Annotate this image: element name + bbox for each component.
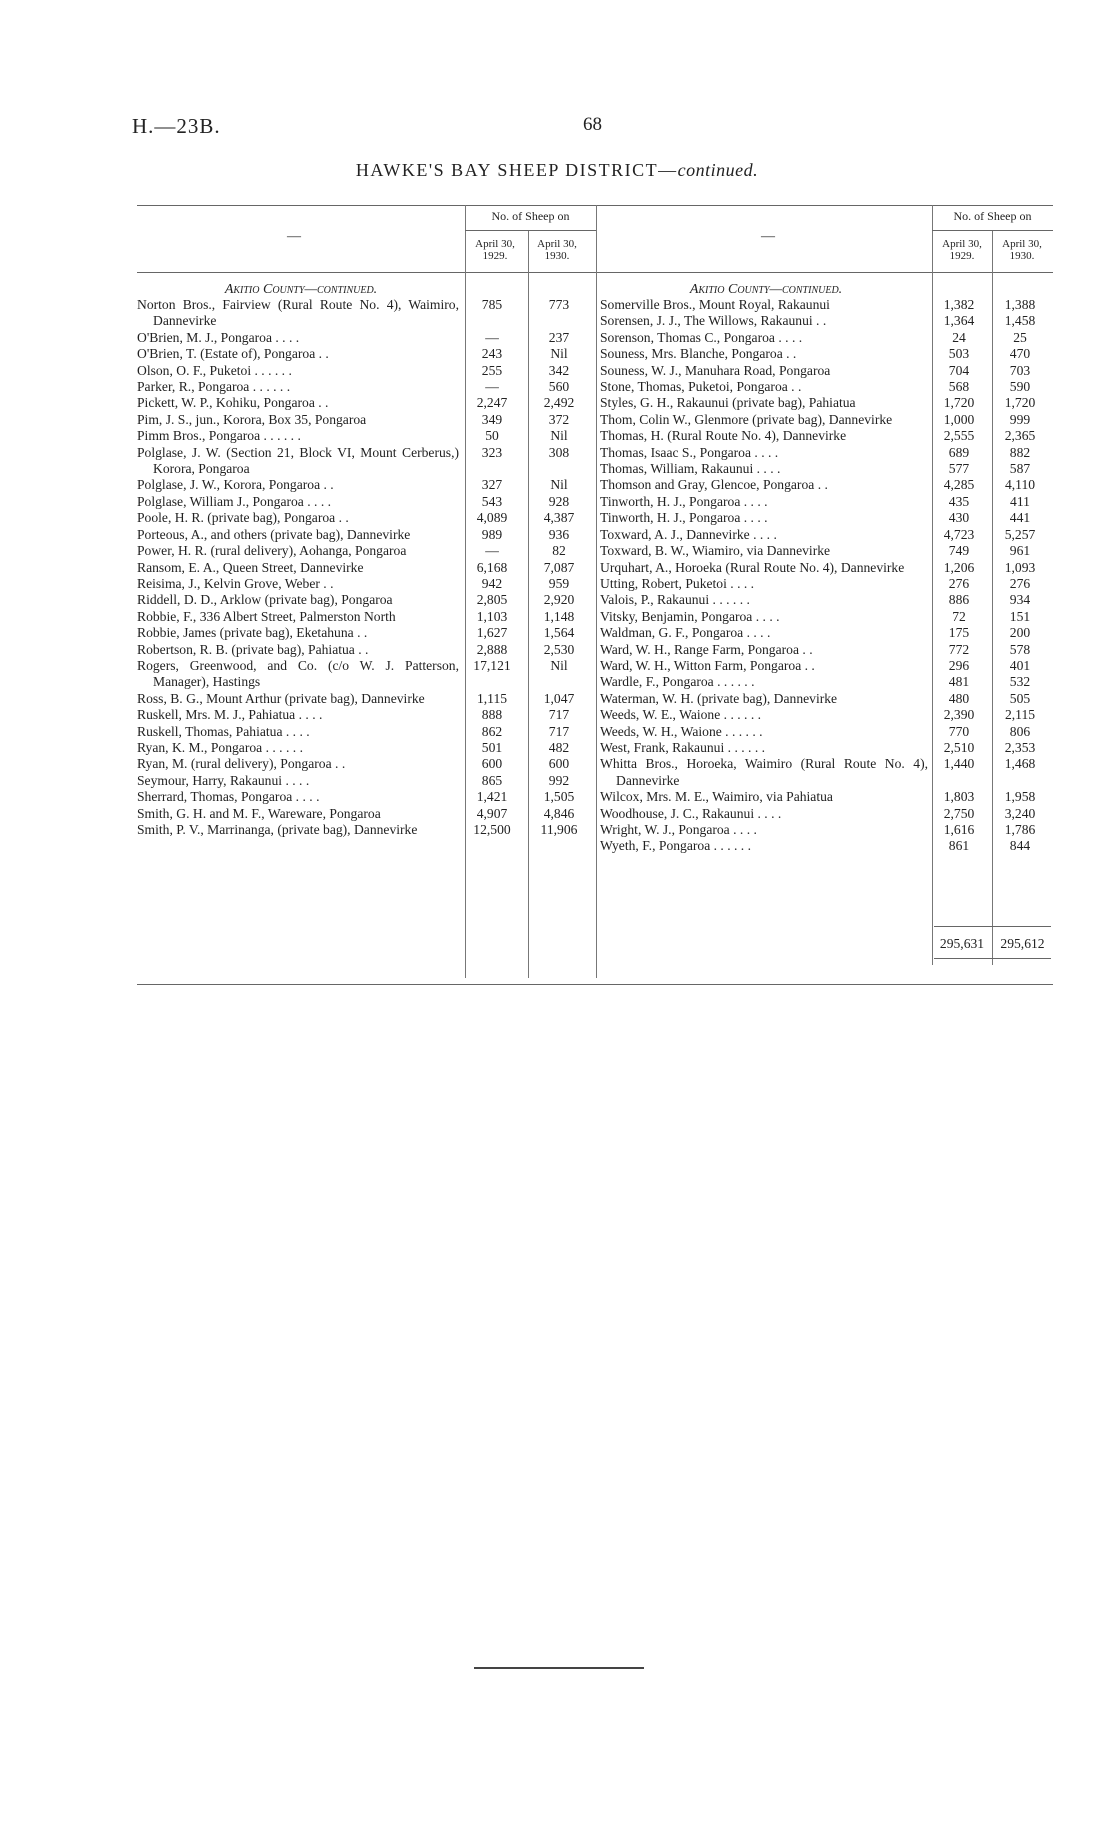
holder-name: Power, H. R. (rural delivery), Aohanga, Pongaroa	[137, 543, 407, 559]
table-row	[137, 658, 596, 691]
sheep-1930: 401	[1009, 657, 1031, 673]
sheep-1930: 1,720	[1004, 395, 1036, 411]
holder-name: Wilcox, Mrs. M. E., Waimiro, via Pahiatua	[600, 789, 833, 805]
table-row	[600, 707, 1053, 723]
sheep-1929: 430	[948, 510, 970, 526]
table-row	[600, 838, 1053, 854]
sheep-1930: 11,906	[540, 822, 578, 837]
sheep-1930: 1,958	[1004, 789, 1036, 805]
table-row	[137, 789, 596, 805]
sheep-1929: 501	[481, 739, 503, 755]
table-row	[600, 691, 1053, 707]
sheep-1930: 2,353	[1004, 739, 1036, 755]
sheep-1929: 2,510	[943, 739, 975, 755]
holder-name: Rogers, Greenwood, and Co. (c/o W. J. Patterson, Manager), Hastings	[137, 657, 459, 690]
table-row	[137, 395, 596, 411]
sheep-1930: 844	[1009, 838, 1031, 854]
sheep-1930: 82	[552, 543, 566, 559]
table-row	[600, 658, 1053, 674]
holder-name: Sorenson, Thomas C., Pongaroa . . . .	[600, 329, 803, 345]
table-row	[137, 707, 596, 723]
sheep-1929: 1,000	[943, 411, 975, 427]
table-row	[600, 789, 1053, 805]
holder-name: Souness, Mrs. Blanche, Pongaroa . .	[600, 346, 797, 362]
holder-name: Pickett, W. P., Kohiku, Pongaroa . .	[137, 395, 329, 411]
sheep-1930: 372	[548, 411, 570, 427]
table-row	[137, 740, 596, 756]
sheep-1929: 772	[948, 641, 970, 657]
sheep-1930: 505	[1009, 690, 1031, 706]
sheep-1930: Nil	[550, 477, 568, 493]
sheep-1929: 50	[485, 428, 499, 444]
sheep-1929: 175	[948, 625, 970, 641]
sheep-1929: 865	[481, 772, 503, 788]
sheep-1929: 2,247	[476, 395, 508, 411]
holder-name: Thomas, Isaac S., Pongaroa . . . .	[600, 444, 779, 460]
sheep-1929: 989	[481, 526, 503, 542]
holder-name: Tinworth, H. J., Pongaroa . . . .	[600, 493, 768, 509]
holder-name: Valois, P., Rakaunui . . . . . .	[600, 592, 750, 608]
holder-name: Vitsky, Benjamin, Pongaroa . . . .	[600, 608, 780, 624]
table-row	[600, 806, 1053, 822]
holder-name: Smith, G. H. and M. F., Wareware, Pongaroa	[137, 805, 381, 821]
holder-name: Waterman, W. H. (private bag), Dannevirke	[600, 690, 838, 706]
table-row	[600, 428, 1053, 444]
table-row	[600, 674, 1053, 690]
sheep-1930: 578	[1009, 641, 1031, 657]
sheep-1930: 959	[548, 575, 570, 591]
sheep-1929: 4,089	[476, 510, 508, 526]
table-row	[600, 740, 1053, 756]
title-main: HAWKE'S BAY SHEEP DISTRICT—	[355, 160, 678, 180]
sheep-1930: 411	[1010, 493, 1030, 509]
holder-name: Souness, W. J., Manuhara Road, Pongaroa	[600, 362, 831, 378]
holder-name: Poole, H. R. (private bag), Pongaroa . .	[137, 510, 349, 526]
sheep-1930: Nil	[550, 346, 568, 362]
holder-name: Parker, R., Pongaroa . . . . . .	[137, 379, 291, 395]
sheep-1930: 999	[1009, 411, 1031, 427]
sheep-1929: 255	[481, 362, 503, 378]
holder-name: Whitta Bros., Horoeka, Waimiro (Rural Route No. 4), Dannevirke	[600, 756, 928, 788]
right-subhead-rule	[932, 230, 1053, 231]
holder-name: Ryan, M. (rural delivery), Pongaroa . .	[137, 756, 346, 772]
table-row	[137, 363, 596, 379]
sheep-1929: 12,500	[473, 822, 511, 837]
holder-name: Waldman, G. F., Pongaroa . . . .	[600, 625, 771, 641]
sheep-1930: 717	[548, 707, 570, 723]
table-row	[600, 346, 1053, 362]
sheep-1930: 560	[548, 379, 570, 395]
sheep-1930: 2,920	[543, 592, 575, 608]
table-row	[137, 527, 596, 543]
sheep-1930: 600	[548, 756, 570, 772]
left-col-1930-header: April 30, 1930.	[537, 238, 577, 262]
sheep-1930: 1,093	[1004, 559, 1036, 575]
sheep-1930: 151	[1009, 608, 1031, 624]
table-row	[137, 691, 596, 707]
table-row	[600, 609, 1053, 625]
sheep-1929: 1,616	[943, 822, 975, 837]
page-title	[0, 160, 1114, 181]
holder-name: Stone, Thomas, Puketoi, Pongaroa . .	[600, 379, 802, 395]
sheep-1929: 327	[481, 477, 503, 493]
totals-bottom-rule	[934, 958, 1051, 959]
holder-name: Sorensen, J. J., The Willows, Rakaunui . .	[600, 313, 827, 329]
sheep-1929: 1,103	[476, 608, 508, 624]
holder-name: Pimm Bros., Pongaroa . . . . . .	[137, 428, 301, 444]
sheep-1929: 480	[948, 690, 970, 706]
left-table-body	[137, 297, 596, 838]
sheep-1929: 2,555	[943, 428, 975, 444]
sheep-1930: Nil	[550, 428, 568, 444]
table-row	[137, 560, 596, 576]
holder-name: Robertson, R. B. (private bag), Pahiatua . .	[137, 641, 369, 657]
sheep-1930: 200	[1009, 625, 1031, 641]
holder-name: Ruskell, Mrs. M. J., Pahiatua . . . .	[137, 707, 323, 723]
sheep-1929: 577	[948, 461, 970, 477]
holder-name: Norton Bros., Fairview (Rural Route No. 4), Waimiro, Dannevirke	[137, 297, 459, 329]
holder-name: Weeds, W. H., Waione . . . . . .	[600, 723, 763, 739]
right-group-header: No. of Sheep on	[953, 209, 1032, 223]
sheep-1929: 1,364	[943, 313, 975, 329]
sheep-1930: 934	[1009, 592, 1031, 608]
sheep-1930: 4,110	[1004, 477, 1036, 493]
table-row	[600, 313, 1053, 329]
right-col-1929-header: April 30, 1929.	[942, 238, 982, 262]
sheep-1929: 1,382	[943, 297, 975, 312]
sheep-1930: 1,786	[1004, 822, 1036, 837]
left-col-1929-header: April 30, 1929.	[475, 238, 515, 262]
holder-name: Ryan, K. M., Pongaroa . . . . . .	[137, 739, 303, 755]
holder-name: O'Brien, M. J., Pongaroa . . . .	[137, 329, 300, 345]
holder-name: West, Frank, Rakaunui . . . . . .	[600, 739, 766, 755]
holder-name: Smith, P. V., Marrinanga, (private bag), Dannevirke	[137, 822, 418, 837]
sheep-1929: 2,888	[476, 641, 508, 657]
table-row	[137, 822, 596, 838]
left-subhead-rule	[465, 230, 596, 231]
sheep-1930: 773	[548, 297, 570, 312]
table-row	[137, 543, 596, 559]
table-row	[137, 297, 596, 330]
sheep-1930: 25	[1013, 329, 1027, 345]
sheep-1930: 5,257	[1004, 526, 1036, 542]
table-row	[600, 527, 1053, 543]
left-group-header: No. of Sheep on	[491, 209, 570, 223]
sheep-1929: 568	[948, 379, 970, 395]
holder-name: Polglase, J. W., Korora, Pongaroa . .	[137, 477, 334, 493]
table-row	[600, 445, 1053, 461]
sheep-1930: 717	[548, 723, 570, 739]
table-row	[137, 330, 596, 346]
table-row	[137, 806, 596, 822]
sheep-1929: 323	[481, 444, 503, 460]
sheep-1930: 7,087	[543, 559, 575, 575]
sheep-1929: 785	[481, 297, 503, 312]
sheep-1929: 942	[481, 575, 503, 591]
table-row	[600, 379, 1053, 395]
sheep-1930: 1,148	[543, 608, 575, 624]
table-row	[137, 724, 596, 740]
table-row	[600, 625, 1053, 641]
sheep-1929: 72	[952, 608, 966, 624]
sheep-1929: 543	[481, 493, 503, 509]
holder-name: Thomson and Gray, Glencoe, Pongaroa . .	[600, 477, 828, 493]
sheep-1930: 1,564	[543, 625, 575, 641]
table-row	[137, 642, 596, 658]
right-table-body	[600, 297, 1053, 855]
sheep-1929: 1,115	[476, 690, 508, 706]
table-row	[137, 346, 596, 362]
sheep-1929: 17,121	[473, 657, 511, 673]
sheep-1929: 1,440	[943, 756, 975, 772]
sheep-1929: 704	[948, 362, 970, 378]
table-row	[137, 477, 596, 493]
sheep-1930: 441	[1009, 510, 1031, 526]
table-row	[600, 560, 1053, 576]
sheep-1929: 888	[481, 707, 503, 723]
sheep-1929: 749	[948, 543, 970, 559]
holder-name: Polglase, J. W. (Section 21, Block VI, Mount Cerberus,) Korora, Pongaroa	[137, 444, 459, 477]
holder-name: Porteous, A., and others (private bag), Dannevirke	[137, 526, 411, 542]
holder-name: Thomas, William, Rakaunui . . . .	[600, 461, 781, 477]
sheep-1929: 2,750	[943, 805, 975, 821]
sheep-1929: 503	[948, 346, 970, 362]
title-continued: continued.	[677, 160, 759, 180]
table-row	[137, 379, 596, 395]
sheep-1929: 4,907	[476, 805, 508, 821]
holder-name: Sherrard, Thomas, Pongaroa . . . .	[137, 789, 320, 805]
sheep-1929: 861	[948, 838, 970, 854]
page-number: 68	[583, 114, 602, 135]
table-row	[137, 592, 596, 608]
table-row	[600, 477, 1053, 493]
holder-name: Weeds, W. E., Waione . . . . . .	[600, 707, 762, 723]
holder-name: Styles, G. H., Rakaunui (private bag), Pahiatua	[600, 395, 856, 411]
sheep-1929: 2,805	[476, 592, 508, 608]
sheep-1929: 6,168	[476, 559, 508, 575]
table-row	[600, 724, 1053, 740]
sheep-1930: 992	[548, 772, 570, 788]
left-county-heading: Akitio County—continued.	[224, 282, 378, 297]
sheep-1930: 4,387	[543, 510, 575, 526]
sheep-1930: 237	[548, 329, 570, 345]
table-row	[137, 494, 596, 510]
holder-name: Wyeth, F., Pongaroa . . . . . .	[600, 838, 752, 854]
sheep-1930: 2,115	[1004, 707, 1036, 723]
sheep-1930: 1,388	[1004, 297, 1036, 312]
holder-name: Wardle, F., Pongaroa . . . . . .	[600, 674, 755, 690]
holder-name: Riddell, D. D., Arklow (private bag), Pongaroa	[137, 592, 393, 608]
table-row	[137, 773, 596, 789]
total-1930: 295,612	[1000, 936, 1045, 951]
holder-name: Urquhart, A., Horoeka (Rural Route No. 4), Dannevirke	[600, 559, 905, 575]
sheep-1929: 770	[948, 723, 970, 739]
sheep-1930: 936	[548, 526, 570, 542]
sheep-1929: —	[485, 329, 499, 345]
sheep-1929: —	[485, 543, 499, 559]
holder-name: Robbie, F., 336 Albert Street, Palmerston North	[137, 608, 396, 624]
holder-name: Robbie, James (private bag), Eketahuna . .	[137, 625, 368, 641]
table-row	[137, 428, 596, 444]
sheep-1930: 4,846	[543, 805, 575, 821]
sheep-1929: 4,285	[943, 477, 975, 493]
table-row	[600, 494, 1053, 510]
sheep-1929: 435	[948, 493, 970, 509]
left-name-column-header: —	[287, 229, 301, 244]
holder-name: Ross, B. G., Mount Arthur (private bag), Dannevirke	[137, 690, 425, 706]
sheep-1930: 1,505	[543, 789, 575, 805]
table-row	[600, 297, 1053, 313]
holder-name: Woodhouse, J. C., Rakaunui . . . .	[600, 805, 782, 821]
table-row	[600, 330, 1053, 346]
sheep-1929: 24	[952, 329, 966, 345]
table-row	[600, 576, 1053, 592]
sheep-1929: 349	[481, 411, 503, 427]
holder-name: Wright, W. J., Pongaroa . . . .	[600, 822, 757, 837]
table-row	[137, 576, 596, 592]
totals-top-rule	[934, 926, 1051, 927]
right-col-1930-header: April 30, 1930.	[1002, 238, 1042, 262]
table-row	[137, 445, 596, 478]
sheep-1930: 532	[1009, 674, 1031, 690]
table-row	[600, 642, 1053, 658]
sheep-1929: 600	[481, 756, 503, 772]
document-reference: H.—23B.	[132, 114, 221, 138]
sheep-1930: 928	[548, 493, 570, 509]
table-row	[137, 756, 596, 772]
sheep-1930: Nil	[550, 657, 568, 673]
holder-name: Polglase, William J., Pongaroa . . . .	[137, 493, 332, 509]
sheep-1929: 1,206	[943, 559, 975, 575]
table-row	[137, 412, 596, 428]
sheep-1930: 587	[1009, 461, 1031, 477]
sheep-1929: 1,803	[943, 789, 975, 805]
sheep-1929: 2,390	[943, 707, 975, 723]
sheep-1930: 806	[1009, 723, 1031, 739]
table-row	[600, 412, 1053, 428]
sheep-1929: 1,720	[943, 395, 975, 411]
holder-name: Olson, O. F., Puketoi . . . . . .	[137, 362, 292, 378]
total-1929: 295,631	[939, 936, 985, 951]
holder-name: Ward, W. H., Witton Farm, Pongaroa . .	[600, 657, 815, 673]
table-row	[600, 822, 1053, 838]
header-bottom-rule	[137, 272, 1053, 273]
sheep-1929: 862	[481, 723, 503, 739]
table-top-rule	[137, 205, 1053, 206]
holder-name: Somerville Bros., Mount Royal, Rakaunui	[600, 297, 830, 312]
sheep-1929: 296	[948, 657, 970, 673]
right-name-column-header: —	[761, 229, 775, 244]
table-row	[600, 510, 1053, 526]
sheep-1929: 689	[948, 444, 970, 460]
holder-name: O'Brien, T. (Estate of), Pongaroa . .	[137, 346, 329, 362]
holder-name: Tinworth, H. J., Pongaroa . . . .	[600, 510, 768, 526]
sheep-1929: 481	[948, 674, 970, 690]
table-row	[600, 395, 1053, 411]
holder-name: Ward, W. H., Range Farm, Pongaroa . .	[600, 641, 813, 657]
table-row	[600, 592, 1053, 608]
sheep-1930: 1,468	[1004, 756, 1036, 772]
sheep-1930: 482	[548, 739, 570, 755]
table-bottom-rule	[137, 984, 1053, 985]
end-rule	[474, 1667, 644, 1669]
sheep-1929: 243	[481, 346, 503, 362]
holder-name: Ruskell, Thomas, Pahiatua . . . .	[137, 723, 310, 739]
holder-name: Thomas, H. (Rural Route No. 4), Dannevirke	[600, 428, 847, 444]
sheep-1929: 886	[948, 592, 970, 608]
sheep-1929: —	[485, 379, 499, 395]
table-row	[137, 609, 596, 625]
sheep-1930: 961	[1009, 543, 1031, 559]
sheep-1930: 590	[1009, 379, 1031, 395]
table-row	[137, 625, 596, 641]
panel-divider	[596, 205, 597, 978]
holder-name: Utting, Robert, Puketoi . . . .	[600, 575, 755, 591]
table-row	[137, 510, 596, 526]
table-row	[600, 543, 1053, 559]
sheep-1930: 3,240	[1004, 805, 1036, 821]
sheep-1930: 1,047	[543, 690, 575, 706]
holder-name: Pim, J. S., jun., Korora, Box 35, Pongaroa	[137, 411, 367, 427]
sheep-1929: 1,421	[476, 789, 508, 805]
holder-name: Ransom, E. A., Queen Street, Dannevirke	[137, 559, 364, 575]
sheep-1930: 342	[548, 362, 570, 378]
holder-name: Toxward, B. W., Wiamiro, via Dannevirke	[600, 543, 831, 559]
table-row	[600, 461, 1053, 477]
table-row	[600, 363, 1053, 379]
sheep-1929: 4,723	[943, 526, 975, 542]
holder-name: Thom, Colin W., Glenmore (private bag), Dannevirke	[600, 411, 893, 427]
right-county-heading: Akitio County—continued.	[689, 282, 843, 297]
sheep-1930: 276	[1009, 575, 1031, 591]
sheep-1930: 2,492	[543, 395, 575, 411]
table-row	[600, 756, 1053, 789]
sheep-1929: 276	[948, 575, 970, 591]
holder-name: Seymour, Harry, Rakaunui . . . .	[137, 772, 310, 788]
sheep-1930: 703	[1009, 362, 1031, 378]
sheep-1929: 1,627	[476, 625, 508, 641]
sheep-1930: 308	[548, 444, 570, 460]
holder-name: Toxward, A. J., Dannevirke . . . .	[600, 526, 777, 542]
holder-name: Reisima, J., Kelvin Grove, Weber . .	[137, 575, 334, 591]
sheep-1930: 1,458	[1004, 313, 1036, 329]
sheep-1930: 882	[1009, 444, 1031, 460]
sheep-1930: 2,365	[1004, 428, 1036, 444]
sheep-1930: 2,530	[543, 641, 575, 657]
sheep-1930: 470	[1009, 346, 1031, 362]
